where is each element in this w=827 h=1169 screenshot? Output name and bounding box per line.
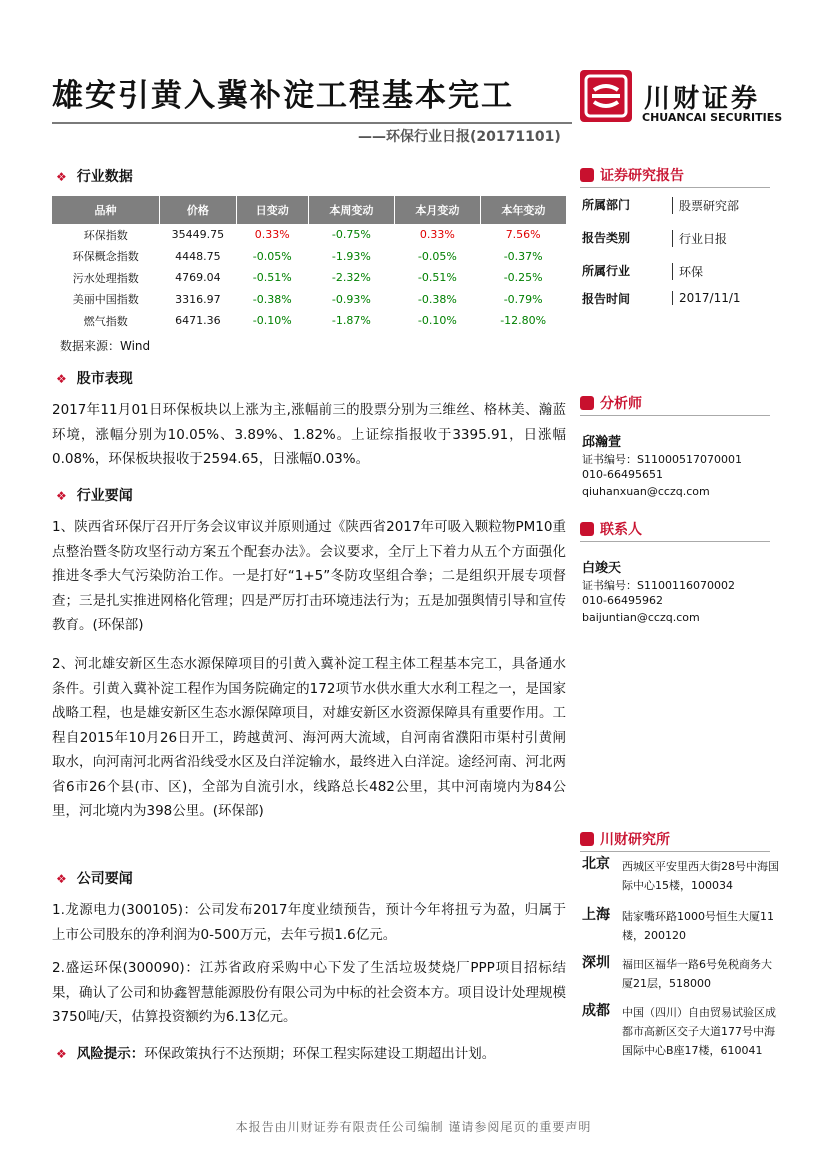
col-header: 本周变动 xyxy=(308,196,394,224)
market-paragraph: 2017年11月01日环保板块以上涨为主,涨幅前三的股票分别为三维丝、格林美、瀚蓝环境，涨幅分别为10.05%、3.89%、1.82%。上证综指报收于3395.91，日涨幅0.08%，环保板块报收于2594.65，日涨幅0.03%。 xyxy=(52,402,566,467)
company-item-1: 1.龙源电力(300105)：公司发布2017年度业绩预告，预计今年将扭亏为盈，归属于上市公司股东的净利润为0-500万元，去年亏损1.6亿元。 xyxy=(52,902,566,943)
table-row xyxy=(52,289,566,311)
col-header: 本月变动 xyxy=(394,196,480,224)
news-item-1: 1、陕西省环保厅召开厅务会议审议并原则通过《陕西省2017年可吸入颗粒物PM10重点整治暨冬防攻坚行动方案五个配套办法》。会议要求，全厅上下着力从五个方面强化推进冬季大气污染防治工作。一是打好“1+5”冬防攻坚组合拳；二是组织开展专项督查；三是扎实推进网格化管理；四是严厉打击环境违法行为；五是加强舆情引导和宣传教育。(环保部) xyxy=(52,519,566,633)
sidebar-divider xyxy=(580,541,770,542)
sidebar-divider xyxy=(580,187,770,188)
cell-week: -2.32% xyxy=(331,271,371,285)
cell-name: 环保概念指数 xyxy=(72,250,139,264)
office-address: 西城区平安里西大街28号中海国际中心15楼，100034 xyxy=(622,860,779,892)
section-news: ❖ 行业要闻 xyxy=(56,488,133,504)
cell-week: -1.87% xyxy=(331,314,371,328)
cell-year: 7.56% xyxy=(505,228,541,242)
col-header: 日变动 xyxy=(236,196,308,224)
title-divider xyxy=(52,122,572,124)
office-city: 上海 xyxy=(582,907,610,923)
cell-month: -0.38% xyxy=(417,292,457,306)
logo-text-en: CHUANCAI SECURITIES xyxy=(642,111,783,124)
cell-name: 美丽中国指数 xyxy=(72,293,139,307)
cell-price: 4769.04 xyxy=(175,271,221,285)
sidebar-divider xyxy=(580,851,770,852)
cell-price: 35449.75 xyxy=(171,228,225,242)
diamond-icon: ❖ xyxy=(56,872,67,886)
cell-day: 0.33% xyxy=(254,228,290,242)
office-address: 中国（四川）自由贸易试验区成都市高新区交子大道177号中海国际中心B座17楼，610041 xyxy=(622,1006,776,1057)
cell-week: -1.93% xyxy=(331,249,371,263)
cell-year: -0.37% xyxy=(503,249,543,263)
col-header: 品种 xyxy=(52,196,160,224)
square-icon xyxy=(580,832,594,846)
contact-phone: 010-66495962 xyxy=(582,594,663,607)
data-source: 数据来源：Wind xyxy=(60,339,151,353)
news-item-2: 2、河北雄安新区生态水源保障项目的引黄入冀补淀工程主体工程基本完工，具备通水条件。引黄入冀补淀工程作为国务院确定的172项节水供水重大水利工程之一，是国家战略工程，也是雄安新区生态水源保障项目，对雄安新区水资源保障具有重要作用。工程自2015年10月26日开工，跨越黄河、海河两大流域，自河南省濮阳市渠村引黄闸取水，向河南河北两省沿线受水区及白洋淀输水，最终进入白洋淀。途经河南、河北两省6市26个县(市、区)，全部为自流引水，线路总长482公里，其中河南境内为84公里，河北境内为398公里。(环保部) xyxy=(52,656,566,819)
cell-price: 6471.36 xyxy=(175,314,221,328)
cell-day: -0.38% xyxy=(252,292,292,306)
office-city: 深圳 xyxy=(582,955,610,971)
cell-name: 环保指数 xyxy=(83,228,128,242)
risk-note: ❖ 风险提示：环保政策执行不达预期；环保工程实际建设工期超出计划。 xyxy=(56,1046,496,1062)
section-company: ❖ 公司要闻 xyxy=(56,871,133,887)
page-footer: 本报告由川财证券有限责任公司编制 谨请参阅尾页的重要声明 xyxy=(235,1120,592,1134)
section-market: ❖ 股市表现 xyxy=(56,371,133,387)
analyst-phone: 010-66495651 xyxy=(582,468,663,481)
contact-cert: 证书编号：S1100116070002 xyxy=(582,579,735,592)
cell-month: -0.05% xyxy=(417,249,457,263)
section-industry-data: ❖ 行业数据 xyxy=(56,169,133,185)
contact-email[interactable]: baijuntian@cczq.com xyxy=(582,611,700,624)
index-table xyxy=(52,196,566,332)
info-label: 所属行业 xyxy=(582,264,631,278)
cell-month: 0.33% xyxy=(419,228,455,242)
info-value: 股票研究部 xyxy=(672,197,739,214)
cell-price: 3316.97 xyxy=(175,292,221,306)
info-value: 行业日报 xyxy=(672,230,727,247)
table-row xyxy=(52,310,566,332)
office-city: 北京 xyxy=(582,856,610,872)
square-icon xyxy=(580,522,594,536)
cell-year: -12.80% xyxy=(500,314,547,328)
table-row xyxy=(52,224,566,246)
logo-icon xyxy=(580,70,632,122)
analyst-cert: 证书编号：S1100051707000‍1 xyxy=(582,453,742,466)
cell-day: -0.10% xyxy=(252,314,292,328)
cell-name: 污水处理指数 xyxy=(72,271,139,285)
contact-name: 白竣天 xyxy=(582,561,622,576)
col-header: 价格 xyxy=(160,196,236,224)
cell-week: -0.93% xyxy=(331,292,371,306)
table-header-row xyxy=(52,196,566,224)
company-item-2: 2.盛运环保(300090)：江苏省政府采购中心下发了生活垃圾焚烧厂PPP项目招标结果，确认了公司和协鑫智慧能源股份有限公司为中标的社会资本方。项目设计处理规模3750吨/天，估算投资额约为6.13亿元。 xyxy=(52,960,566,1025)
page-title: 雄安引黄入冀补淀工程基本完工 xyxy=(52,78,514,114)
cell-name: 燃气指数 xyxy=(83,314,128,328)
info-label: 报告时间 xyxy=(582,292,631,306)
contact-heading: 联系人 xyxy=(580,519,642,539)
table-row xyxy=(52,267,566,289)
analyst-name: 邱瀚萱 xyxy=(582,435,622,450)
cell-month: -0.51% xyxy=(417,271,457,285)
office-address: 福田区福华一路6号免税商务大厦21层，518000 xyxy=(622,958,772,990)
table-row xyxy=(52,246,566,268)
square-icon xyxy=(580,168,594,182)
report-subtitle: ——环保行业日报(20171101) xyxy=(358,129,561,145)
cell-year: -0.25% xyxy=(503,271,543,285)
logo-text: 川财证券 xyxy=(644,84,761,114)
info-value: 环保 xyxy=(672,263,703,280)
cell-price: 4448.75 xyxy=(175,249,221,263)
cell-year: -0.79% xyxy=(503,292,543,306)
cell-week: -0.75% xyxy=(331,228,371,242)
diamond-icon: ❖ xyxy=(56,489,67,503)
cell-month: -0.10% xyxy=(417,314,457,328)
cell-day: -0.51% xyxy=(252,271,292,285)
diamond-icon: ❖ xyxy=(56,1047,67,1061)
report-heading: 证券研究报告 xyxy=(580,165,684,185)
diamond-icon: ❖ xyxy=(56,170,67,184)
diamond-icon: ❖ xyxy=(56,372,67,386)
info-label: 所属部门 xyxy=(582,198,631,212)
analyst-heading: 分析师 xyxy=(580,393,642,413)
col-header: 本年变动 xyxy=(480,196,566,224)
sidebar-divider xyxy=(580,415,770,416)
institute-heading: 川财研究所 xyxy=(580,829,670,849)
info-label: 报告类别 xyxy=(582,231,631,245)
square-icon xyxy=(580,396,594,410)
info-value: 2017/11/1 xyxy=(672,291,741,305)
office-address: 陆家嘴环路1000号恒生大厦11楼，200120 xyxy=(622,910,774,942)
cell-day: -0.05% xyxy=(252,249,292,263)
analyst-email[interactable]: qiuhanxuan@cczq.com xyxy=(582,485,710,498)
office-city: 成都 xyxy=(582,1003,610,1019)
